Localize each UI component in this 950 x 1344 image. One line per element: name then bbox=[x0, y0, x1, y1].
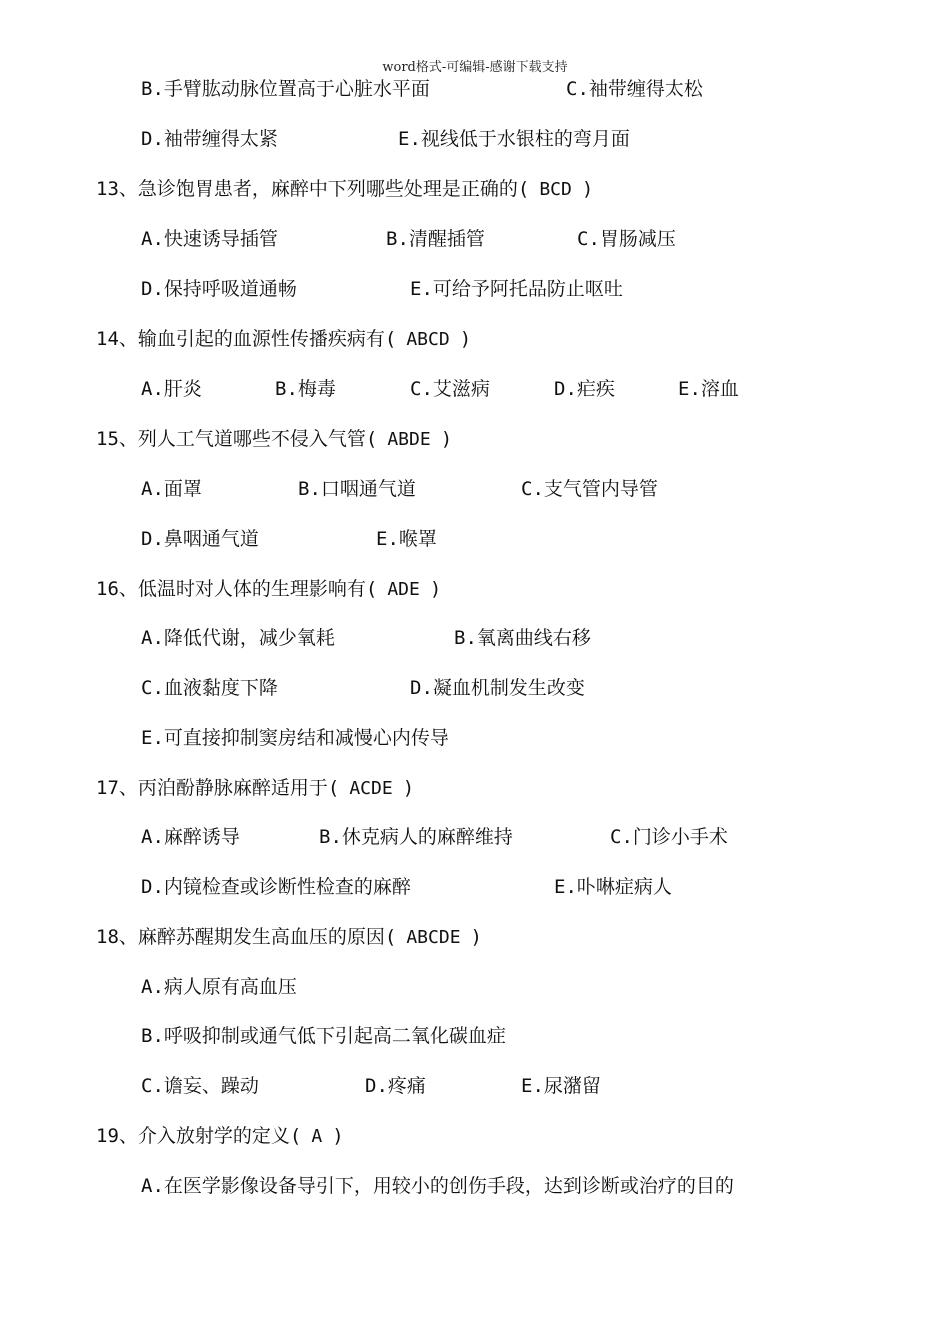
answer-option: E.视线低于水银柱的弯月面 bbox=[398, 128, 630, 150]
answer-key: ABDE bbox=[387, 429, 431, 450]
answer-option: D.鼻咽通气道 bbox=[141, 528, 259, 550]
answer-option: A.病人原有高血压 bbox=[141, 976, 297, 998]
question-number: 18、 bbox=[96, 926, 138, 948]
question-text: 列人工气道哪些不侵入气管( bbox=[137, 428, 378, 450]
question-text: 输血引起的血源性传播疾病有( bbox=[137, 328, 397, 350]
answer-option: C.胃肠减压 bbox=[577, 228, 676, 250]
answer-key: ABCDE bbox=[406, 927, 461, 948]
question-text: 低温时对人体的生理影响有( bbox=[137, 578, 378, 600]
answer-option: D.保持呼吸道通畅 bbox=[141, 278, 297, 300]
answer-option: E.喉罩 bbox=[376, 528, 437, 550]
question-line bbox=[96, 574, 441, 604]
answer-option: B.清醒插管 bbox=[386, 228, 485, 250]
answer-key: ABCD bbox=[406, 329, 450, 350]
answer-option: B.口咽通气道 bbox=[298, 478, 416, 500]
answer-option: D.内镜检查或诊断性检查的麻醉 bbox=[141, 876, 411, 898]
question-number: 16、 bbox=[96, 578, 138, 600]
answer-option: A.降低代谢，减少氧耗 bbox=[141, 627, 335, 649]
answer-option: B.梅毒 bbox=[275, 378, 336, 400]
answer-option: C.艾滋病 bbox=[410, 378, 490, 400]
answer-option: D.疟疾 bbox=[554, 378, 615, 400]
answer-option: D.凝血机制发生改变 bbox=[410, 677, 585, 699]
answer-option: C.门诊小手术 bbox=[610, 826, 728, 848]
page-header: word格式-可编辑-感谢下载支持 bbox=[382, 60, 568, 75]
question-line bbox=[96, 174, 593, 204]
answer-option: C.支气管内导管 bbox=[521, 478, 658, 500]
answer-option: D.袖带缠得太紧 bbox=[141, 128, 278, 150]
answer-option: A.面罩 bbox=[141, 478, 202, 500]
answer-option: E.卟啉症病人 bbox=[554, 876, 672, 898]
option-line bbox=[0, 274, 950, 304]
question-number: 15、 bbox=[96, 428, 138, 450]
question-text: 丙泊酚静脉麻醉适用于( bbox=[137, 777, 340, 799]
answer-option: D.疼痛 bbox=[365, 1075, 426, 1097]
question-text: 急诊饱胃患者，麻醉中下列哪些处理是正确的( bbox=[137, 178, 530, 200]
option-line bbox=[0, 623, 950, 653]
answer-option: A.在医学影像设备导引下，用较小的创伤手段，达到诊断或治疗的目的 bbox=[141, 1175, 734, 1197]
question-close-paren: ) bbox=[429, 578, 442, 600]
answer-key: ACDE bbox=[349, 778, 393, 799]
question-close-paren: ) bbox=[470, 926, 482, 948]
option-line bbox=[0, 74, 950, 104]
question-line bbox=[96, 424, 452, 454]
answer-key: BCD bbox=[539, 179, 572, 200]
question-number: 14、 bbox=[96, 328, 138, 350]
answer-option: E.可直接抑制窦房结和减慢心内传导 bbox=[141, 727, 449, 749]
question-close-paren: ) bbox=[440, 428, 453, 450]
answer-option: B.呼吸抑制或通气低下引起高二氧化碳血症 bbox=[141, 1025, 506, 1047]
option-line bbox=[0, 474, 950, 504]
answer-option: E.溶血 bbox=[678, 378, 739, 400]
option-line bbox=[0, 1171, 950, 1201]
option-line bbox=[0, 374, 950, 404]
question-number: 19、 bbox=[96, 1125, 138, 1147]
option-line bbox=[0, 224, 950, 254]
answer-option: C.血液黏度下降 bbox=[141, 677, 278, 699]
option-line bbox=[0, 524, 950, 554]
option-line bbox=[0, 673, 950, 703]
question-close-paren: ) bbox=[459, 328, 472, 350]
question-number: 13、 bbox=[96, 178, 138, 200]
answer-option: C.袖带缠得太松 bbox=[566, 78, 703, 100]
question-close-paren: ) bbox=[581, 178, 594, 200]
answer-option: E.可给予阿托品防止呕吐 bbox=[410, 278, 623, 300]
option-line bbox=[0, 1021, 950, 1051]
question-number: 17、 bbox=[96, 777, 138, 799]
answer-option: A.肝炎 bbox=[141, 378, 202, 400]
option-line bbox=[0, 1071, 950, 1101]
question-line bbox=[96, 922, 482, 952]
question-line bbox=[96, 1121, 344, 1151]
question-line bbox=[96, 773, 414, 803]
answer-option: B.休克病人的麻醉维持 bbox=[319, 826, 513, 848]
option-line bbox=[0, 822, 950, 852]
answer-option: A.快速诱导插管 bbox=[141, 228, 278, 250]
option-line bbox=[0, 972, 950, 1002]
question-text: 介入放射学的定义( bbox=[137, 1125, 302, 1147]
answer-key: ADE bbox=[387, 579, 420, 600]
answer-key: A bbox=[311, 1126, 323, 1147]
answer-option: B.手臂肱动脉位置高于心脏水平面 bbox=[141, 78, 430, 100]
question-text: 麻醉苏醒期发生高血压的原因( bbox=[137, 926, 397, 948]
answer-option: B.氧离曲线右移 bbox=[454, 627, 591, 649]
question-close-paren: ) bbox=[332, 1125, 344, 1147]
answer-option: C.谵妄、躁动 bbox=[141, 1075, 259, 1097]
answer-option: E.尿潴留 bbox=[521, 1075, 601, 1097]
option-line bbox=[0, 124, 950, 154]
question-line bbox=[96, 324, 471, 354]
question-close-paren: ) bbox=[402, 777, 415, 799]
option-line bbox=[0, 872, 950, 902]
option-line bbox=[0, 723, 950, 753]
answer-option: A.麻醉诱导 bbox=[141, 826, 240, 848]
